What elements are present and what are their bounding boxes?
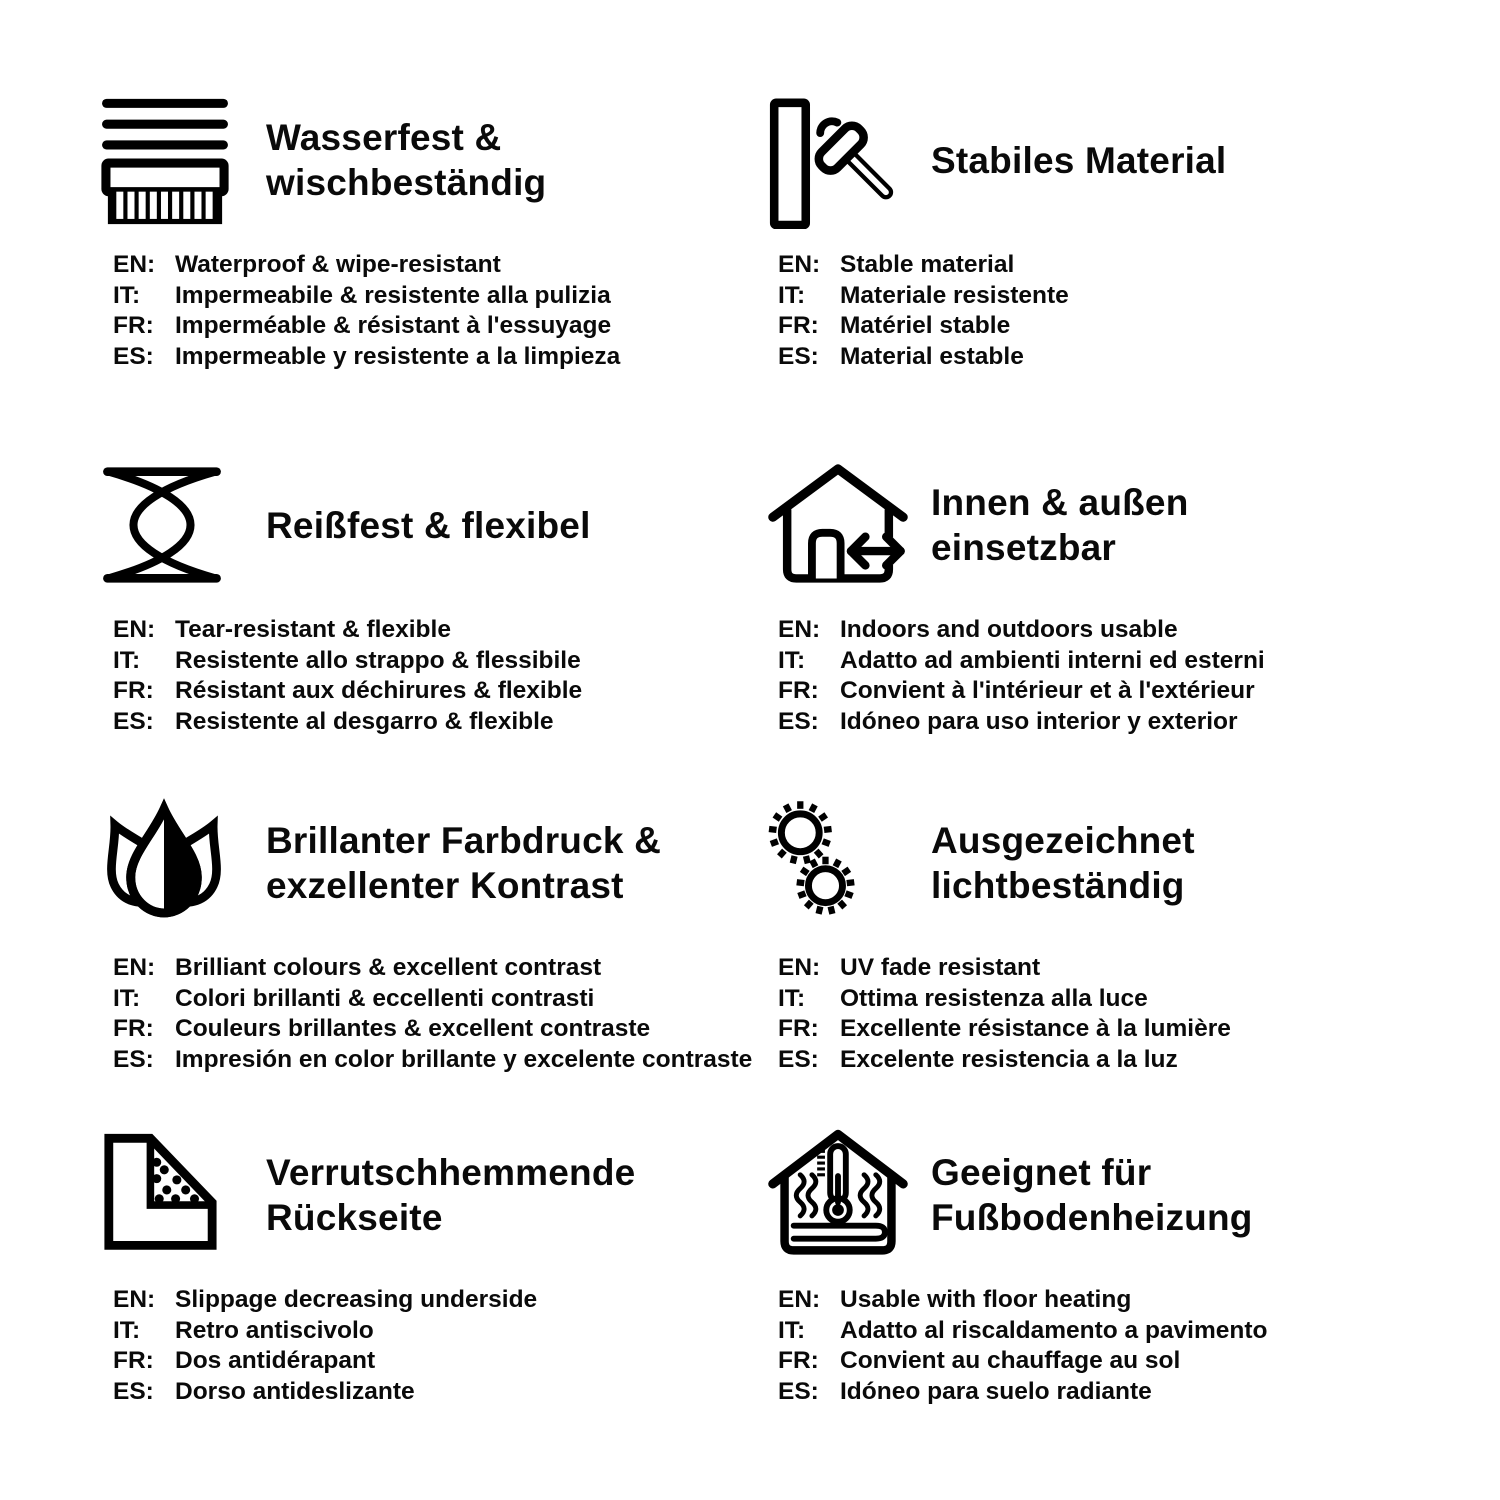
lang-label: IT: [113, 984, 141, 1012]
lang-text: Idóneo para suelo radiante [840, 1377, 1152, 1405]
lang-label: ES: [778, 1045, 819, 1073]
lang-text: Excelente resistencia a la luz [840, 1045, 1178, 1073]
lang-text: Waterproof & wipe-resistant [175, 251, 501, 278]
lang-text: Retro antiscivolo [175, 1316, 374, 1344]
lang-text: Convient à l'intérieur et à l'extérieur [840, 677, 1255, 704]
lang-label: ES: [113, 707, 154, 735]
lang-label: ES: [113, 1045, 154, 1073]
translations-list [100, 250, 765, 372]
translations-list [765, 1285, 1470, 1407]
lang-label: EN: [778, 1286, 821, 1313]
lang-label: FR: [778, 312, 819, 339]
two-suns-icon [765, 789, 911, 937]
feature-title: Brillanter Farbdruck & exzellenter Kontrast [266, 820, 662, 906]
folded-corner-icon [100, 1121, 246, 1269]
lang-label: EN: [113, 616, 156, 643]
feature-title: Stabiles Material [931, 139, 1227, 181]
tear-twist-icon [100, 451, 246, 599]
lang-label: EN: [113, 954, 156, 981]
feature-floor-heating [765, 1120, 1470, 1500]
feature-brilliant-colours [100, 788, 765, 1120]
lang-text: Material estable [840, 342, 1024, 370]
lang-label: FR: [113, 677, 154, 704]
ink-drops-icon [100, 789, 246, 937]
lang-text: Résistant aux déchirures & flexible [175, 677, 583, 704]
lang-text: UV fade resistant [840, 954, 1041, 981]
lang-label: IT: [113, 646, 141, 674]
floor-heating-house-icon [765, 1121, 911, 1269]
feature-tear-resistant [100, 450, 765, 788]
lang-text: Matériel stable [840, 312, 1011, 339]
feature-indoor-outdoor [765, 450, 1470, 788]
feature-title: Ausgezeichnet lichtbeständig [931, 820, 1195, 906]
lang-label: FR: [113, 1347, 154, 1374]
lang-label: FR: [778, 677, 819, 704]
lang-text: Brilliant colours & excellent contrast [175, 954, 602, 981]
feature-title: Geeignet für Fußbodenheizung [931, 1152, 1253, 1238]
lang-text: Impresión en color brillante y excelente contraste [175, 1045, 753, 1073]
lang-text: Excellente résistance à la lumière [840, 1015, 1231, 1042]
lang-label: FR: [778, 1015, 819, 1042]
lang-label: EN: [113, 1286, 156, 1313]
lang-text: Adatto al riscaldamento a pavimento [840, 1316, 1268, 1344]
translations-list [765, 250, 1470, 372]
lang-label: ES: [113, 1377, 154, 1405]
translations-list [765, 953, 1470, 1075]
lang-label: IT: [778, 281, 806, 309]
lang-label: FR: [113, 312, 154, 339]
feature-title: Verrutschhemmende Rückseite [266, 1152, 636, 1238]
lang-label: ES: [778, 1377, 819, 1405]
house-in-out-arrow-icon [765, 451, 911, 599]
lang-text: Dos antidérapant [175, 1347, 376, 1374]
feature-title: Reißfest & flexibel [266, 504, 591, 546]
feature-anti-slip [100, 1120, 765, 1500]
lang-text: Adatto ad ambienti interni ed esterni [840, 646, 1265, 674]
lang-text: Imperméable & résistant à l'essuyage [175, 312, 612, 339]
lang-label: EN: [778, 251, 821, 278]
lang-label: IT: [778, 1316, 806, 1344]
lang-label: ES: [778, 707, 819, 735]
feature-title: Wasserfest & wischbeständig [266, 117, 547, 203]
translations-list [100, 1285, 765, 1407]
lang-text: Indoors and outdoors usable [840, 616, 1178, 643]
feature-waterproof [100, 85, 765, 450]
lang-label: FR: [113, 1015, 154, 1042]
lang-text: Impermeabile & resistente alla pulizia [175, 281, 611, 309]
lang-text: Idóneo para uso interior y exterior [840, 707, 1238, 735]
feature-title: Innen & außen einsetzbar [931, 482, 1189, 568]
lang-label: ES: [778, 342, 819, 370]
lang-label: IT: [113, 1316, 141, 1344]
translations-list [100, 615, 765, 737]
lang-text: Colori brillanti & eccellenti contrasti [175, 984, 595, 1012]
feature-light-resistant [765, 788, 1470, 1120]
lang-text: Impermeable y resistente a la limpieza [175, 342, 621, 370]
brush-stripes-icon [100, 86, 246, 234]
lang-label: IT: [778, 646, 806, 674]
lang-text: Materiale resistente [840, 281, 1069, 309]
feature-stable-material [765, 85, 1470, 450]
lang-text: Couleurs brillantes & excellent contraste [175, 1015, 651, 1042]
lang-text: Slippage decreasing underside [175, 1286, 538, 1313]
lang-text: Resistente al desgarro & flexible [175, 707, 554, 735]
lang-text: Convient au chauffage au sol [840, 1347, 1181, 1374]
lang-label: ES: [113, 342, 154, 370]
lang-label: EN: [778, 616, 821, 643]
lang-text: Stable material [840, 251, 1015, 278]
lang-text: Dorso antideslizante [175, 1377, 415, 1405]
translations-list [765, 615, 1470, 737]
lang-label: EN: [113, 251, 156, 278]
lang-text: Tear-resistant & flexible [175, 616, 451, 643]
lang-text: Usable with floor heating [840, 1286, 1132, 1313]
lang-label: IT: [778, 984, 806, 1012]
lang-text: Resistente allo strappo & flessibile [175, 646, 581, 674]
lang-label: FR: [778, 1347, 819, 1374]
translations-list [100, 953, 765, 1075]
hammer-board-icon [765, 86, 911, 234]
lang-label: EN: [778, 954, 821, 981]
lang-label: IT: [113, 281, 141, 309]
lang-text: Ottima resistenza alla luce [840, 984, 1148, 1012]
